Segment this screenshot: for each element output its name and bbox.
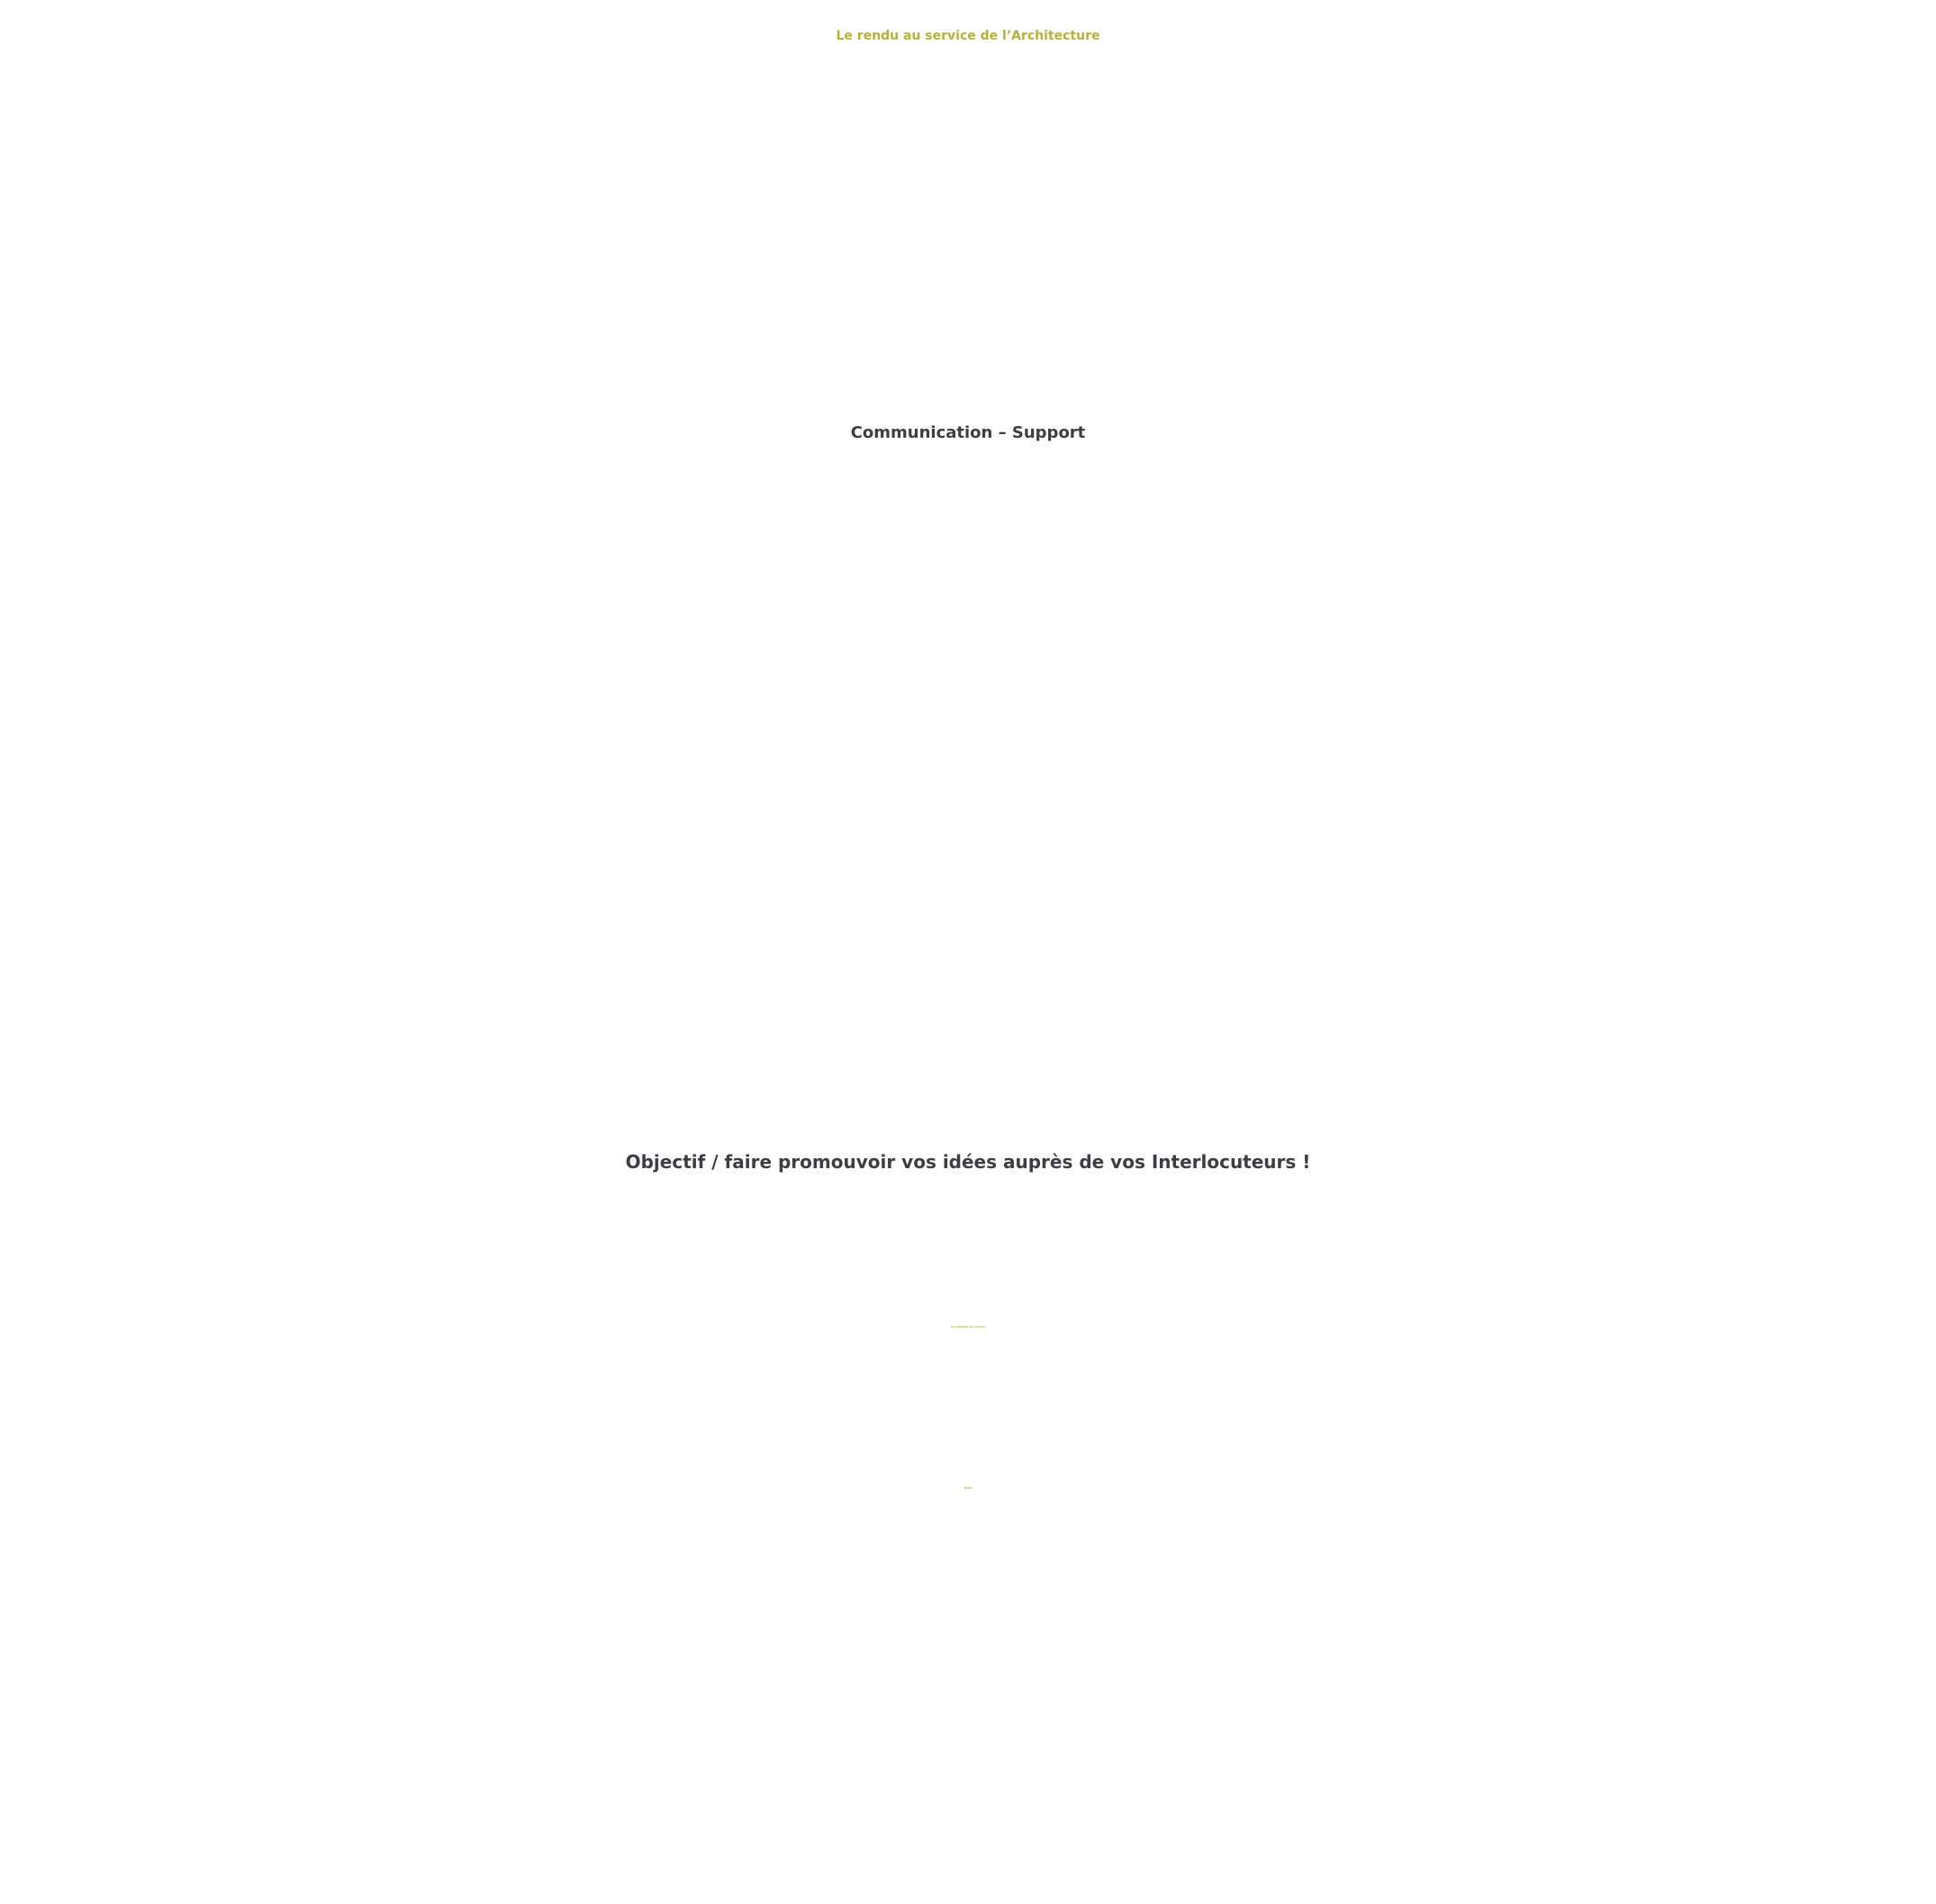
prestations-heading: Prestations de service: [951, 1325, 985, 1328]
objective-heading: Objectif / faire promouvoir vos idées auprès de vos Interlocuteurs !: [625, 1151, 1311, 1173]
tarifs-heading: Tarifs: [963, 1486, 973, 1490]
page-title: Le rendu au service de l’Architecture: [836, 29, 1100, 43]
communication-heading: Communication – Support: [850, 423, 1086, 442]
